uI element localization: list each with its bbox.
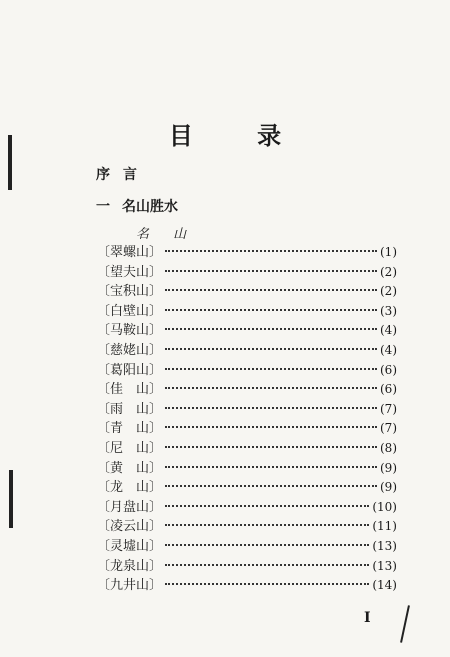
toc-leader-dots: [165, 250, 377, 252]
toc-entry-name: 〔黄 山〕: [97, 460, 163, 476]
chapter-title: 名山胜水: [122, 199, 178, 215]
toc-entry-page: (7): [380, 401, 397, 416]
toc-entry-page: (2): [380, 284, 397, 299]
toc-entry-name: 〔白壁山〕: [97, 303, 163, 319]
toc-entry[interactable]: [97, 400, 397, 420]
toc-leader-dots: [165, 446, 377, 448]
toc-leader-dots: [165, 328, 377, 330]
toc-leader-dots: [165, 368, 377, 370]
section-heading: 名 山: [136, 227, 197, 242]
toc-leader-dots: [165, 289, 377, 291]
chapter-heading: [96, 196, 178, 216]
toc-entry-page: (14): [372, 578, 397, 593]
toc-entry-name: 〔月盘山〕: [97, 499, 163, 515]
toc-entry[interactable]: [97, 459, 397, 479]
toc-entry-name: 〔佳 山〕: [97, 382, 163, 398]
toc-entry[interactable]: [97, 537, 397, 557]
toc-entry-name: 〔龙 山〕: [97, 480, 163, 496]
toc-leader-dots: [165, 348, 377, 350]
toc-leader-dots: [165, 485, 377, 487]
toc-entry-page: (1): [380, 245, 397, 259]
toc-leader-dots: [165, 564, 369, 566]
toc-entry-page: (8): [380, 440, 397, 455]
toc-entry-page: (4): [380, 323, 397, 338]
toc-entry-page: (6): [380, 382, 397, 397]
toc-entry[interactable]: [97, 576, 397, 596]
toc-entry-page: (7): [380, 421, 397, 436]
toc-entry[interactable]: [97, 517, 397, 537]
toc-leader-dots: [165, 426, 377, 428]
toc-leader-dots: [165, 309, 377, 311]
toc-entry-name: 〔尼 山〕: [97, 440, 163, 456]
toc-leader-dots: [165, 466, 377, 468]
binding-mark: [9, 470, 13, 528]
toc-leader-dots: [165, 544, 369, 546]
toc-entry-name: 〔宝积山〕: [97, 284, 163, 300]
toc-entry-name: 〔马鞍山〕: [97, 323, 163, 339]
toc-entry-name: 〔青 山〕: [97, 421, 163, 437]
toc-entry[interactable]: [97, 439, 397, 459]
toc-entry-page: (11): [372, 519, 397, 534]
toc-entry[interactable]: [97, 361, 397, 381]
toc-entry-list: [97, 243, 397, 596]
toc-entry[interactable]: [97, 557, 397, 577]
toc-entry[interactable]: [97, 498, 397, 518]
toc-entry-page: (13): [372, 558, 397, 573]
page-curl-mark: [400, 605, 410, 643]
chapter-number: 一: [96, 199, 110, 215]
toc-entry-name: 〔慈姥山〕: [97, 342, 163, 358]
toc-entry-name: 〔葛阳山〕: [97, 362, 163, 378]
toc-entry[interactable]: [97, 243, 397, 263]
toc-entry-name: 〔九井山〕: [97, 578, 163, 594]
toc-entry-name: 〔望夫山〕: [97, 264, 163, 280]
toc-leader-dots: [165, 387, 377, 389]
toc-entry-page: (10): [372, 499, 397, 514]
toc-leader-dots: [165, 270, 377, 272]
toc-entry[interactable]: [97, 263, 397, 283]
toc-leader-dots: [165, 505, 369, 507]
toc-entry-name: 〔雨 山〕: [97, 401, 163, 417]
page-title: 目 录: [168, 122, 310, 150]
toc-entry-page: (4): [380, 342, 397, 357]
toc-entry-page: (9): [380, 480, 397, 495]
toc-entry-page: (6): [380, 362, 397, 377]
toc-entry-page: (9): [380, 460, 397, 475]
page-folio: I: [364, 610, 371, 626]
toc-leader-dots: [165, 583, 369, 585]
toc-entry[interactable]: [97, 302, 397, 322]
toc-entry[interactable]: [97, 282, 397, 302]
toc-entry-name: 〔龙泉山〕: [97, 558, 163, 574]
toc-entry[interactable]: [97, 478, 397, 498]
toc-entry[interactable]: [97, 380, 397, 400]
toc-entry-name: 〔翠螺山〕: [97, 245, 163, 260]
toc-entry-page: (13): [372, 538, 397, 553]
toc-leader-dots: [165, 524, 369, 526]
toc-entry-name: 〔灵墟山〕: [97, 538, 163, 554]
toc-entry[interactable]: [97, 341, 397, 361]
toc-entry-page: (3): [380, 303, 397, 318]
toc-entry[interactable]: [97, 419, 397, 439]
toc-leader-dots: [165, 407, 377, 409]
toc-entry-page: (2): [380, 264, 397, 279]
preface-heading: 序 言: [96, 167, 141, 183]
toc-entry-name: 〔凌云山〕: [97, 519, 163, 535]
toc-entry[interactable]: [97, 321, 397, 341]
